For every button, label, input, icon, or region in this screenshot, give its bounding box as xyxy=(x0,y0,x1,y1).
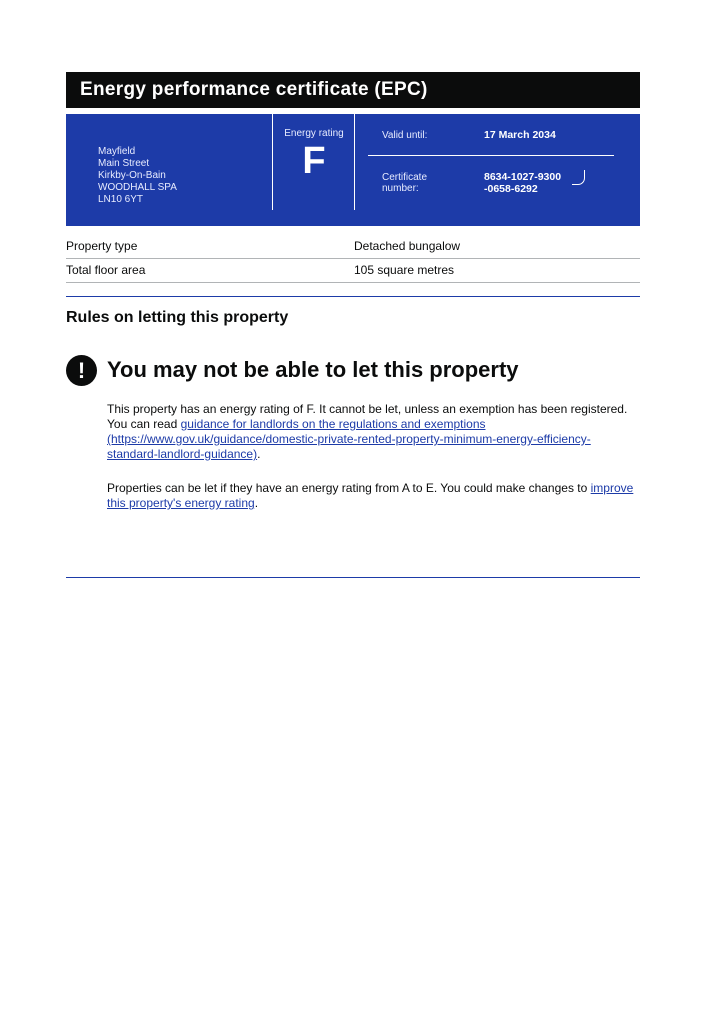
energy-rating-paragraph xyxy=(107,481,635,511)
valid-until-label: Valid until: xyxy=(382,130,428,141)
floor-area-label: Total floor area xyxy=(66,263,146,277)
exclamation-circle-icon: ! xyxy=(66,355,97,386)
landlord-guidance-link[interactable]: guidance for landlords on the regulations and exemptions xyxy=(180,417,486,431)
property-type-value: Detached bungalow xyxy=(354,239,461,253)
address-line: Main Street xyxy=(98,158,150,169)
letting-rules-heading: Rules on letting this property xyxy=(66,309,289,326)
section-divider xyxy=(66,296,640,297)
certificate-label-line: Certificate xyxy=(382,172,428,183)
paragraph-text: This property has an energy rating of F. It cannot be let, unless an exemption has been registered. You can read xyxy=(107,402,628,431)
landlord-guidance-url-link[interactable]: (https://www.gov.uk/guidance/domestic-private-rented-property-minimum-energy-efficiency-standard-landlord-guidance) xyxy=(107,432,591,461)
floor-area-value: 105 square metres xyxy=(354,263,455,277)
valid-until-value: 17 March 2034 xyxy=(484,129,556,141)
certificate-value-line: -0658-6292 xyxy=(484,183,538,195)
address-line: LN10 6YT xyxy=(98,194,144,205)
divider xyxy=(368,155,614,156)
certificate-label-line: number: xyxy=(382,183,419,194)
property-type-label: Property type xyxy=(66,239,138,253)
paragraph-text: Properties can be let if they have an energy rating from A to E. You could make changes to xyxy=(107,481,591,495)
section-divider xyxy=(66,577,640,578)
paragraph-text: . xyxy=(257,447,261,461)
exemption-paragraph xyxy=(107,402,635,462)
warning-heading: You may not be able to let this property xyxy=(107,357,519,382)
address-line: WOODHALL SPA xyxy=(98,182,177,193)
certificate-title: Energy performance certificate (EPC) xyxy=(66,72,640,108)
energy-rating-label: Energy rating xyxy=(284,128,344,139)
property-type-row xyxy=(66,234,640,259)
certificate-bracket-decoration xyxy=(572,170,585,185)
certificate-value-line: 8634-1027-9300 xyxy=(484,171,562,183)
floor-area-row xyxy=(66,258,640,283)
property-address xyxy=(98,146,177,206)
address-line: Kirkby-On-Bain xyxy=(98,170,166,181)
address-line: Mayfield xyxy=(98,146,136,157)
certificate-number-value xyxy=(484,171,561,195)
energy-rating-letter: F xyxy=(302,140,326,182)
paragraph-text: . xyxy=(254,496,259,510)
summary-panel xyxy=(66,114,640,226)
improve-rating-link[interactable]: improve this property's energy rating xyxy=(107,481,634,510)
certificate-number-label xyxy=(382,172,427,194)
